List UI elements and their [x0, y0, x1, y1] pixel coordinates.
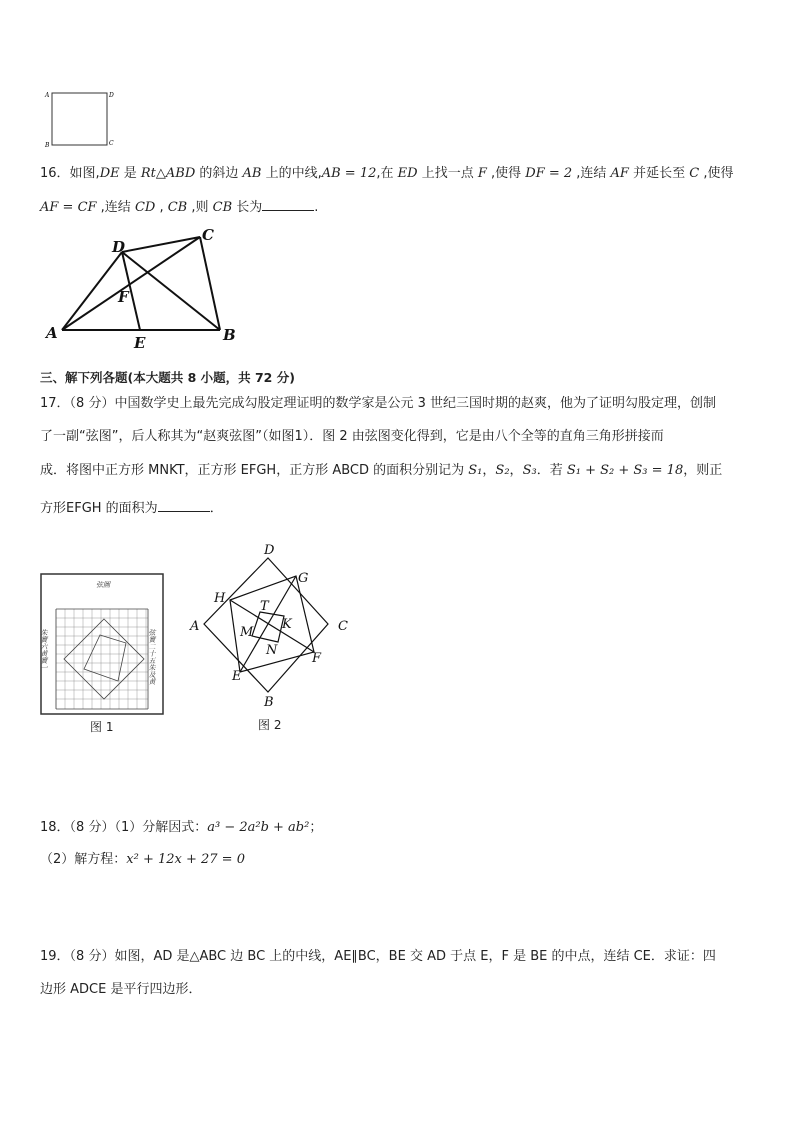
fig2-label-c: C	[338, 619, 348, 634]
fig2-label-m: M	[240, 625, 254, 640]
fig2-label-g: G	[298, 571, 309, 586]
q18-line-1: 18．（8 分）（1）分解因式：a³ − 2a²b + ab²；	[40, 820, 323, 835]
fig2-label-t: T	[260, 599, 269, 614]
fig2-label-b: B	[264, 695, 274, 710]
fig2-label-e: E	[232, 669, 242, 684]
fig2-caption: 图 2	[258, 718, 282, 732]
q17-figure-1	[40, 573, 164, 715]
q19-line-1: 19．（8 分）如图，AD 是△ABC 边 BC 上的中线，AE∥BC，BE 交 AD 于点 E，F 是 BE 的中点，连结 CE．求证：四	[40, 949, 716, 964]
square-figure	[40, 85, 130, 150]
square-label-b: B	[45, 142, 50, 149]
fig2-label-a: A	[190, 619, 200, 634]
q16-line-1: 16．如图,DE 是 Rt△ABD 的斜边 AB 上的中线,AB = 12,在 ED 上找一点 F ,使得 DF = 2 ,连结 AF 并延长至 C ,使得	[40, 166, 734, 181]
q17-line-2: 了一副“弦图”，后人称其为“赵爽弦图”（如图1）．图 2 由弦图变化得到，它是由八个全等的直角三角形拼接而	[40, 429, 664, 444]
fig2-label-h: H	[214, 591, 226, 606]
q18-line-2: （2）解方程：x² + 12x + 27 = 0	[40, 852, 245, 867]
q16-label-c: C	[202, 226, 214, 244]
q16-line-2: AF = CF ,连结 CD , CB ,则 CB 长为 .	[40, 196, 318, 218]
q16-label-f: F	[118, 288, 129, 306]
q16-figure	[40, 222, 260, 352]
q16-label-e: E	[134, 334, 146, 352]
fig2-label-k: K	[282, 617, 292, 632]
fig1-caption: 图 1	[90, 720, 114, 734]
q16-label-b: B	[223, 326, 236, 344]
section-3-heading: 三、解下列各题(本大题共 8 小题，共 72 分)	[40, 370, 295, 385]
fig1-title: 弦圖	[96, 581, 110, 589]
fig2-label-d: D	[264, 543, 275, 558]
answer-blank[interactable]	[262, 196, 314, 211]
fig1-left-text: 朱實六黄實一	[40, 629, 48, 671]
q19-line-2: 边形 ADCE 是平行四边形．	[40, 982, 202, 997]
q17-line-3: 成．将图中正方形 MNKT，正方形 EFGH，正方形 ABCD 的面积分别记为 S₁，S₂，S₃．若 S₁ + S₂ + S₃ = 18，则正	[40, 463, 723, 478]
q17-line-1: 17．（8 分）中国数学史上最先完成勾股定理证明的数学家是公元 3 世纪三国时期的赵爽，他为了证明勾股定理，创制	[40, 396, 716, 411]
fig2-label-n: N	[266, 643, 278, 658]
square-label-a: A	[45, 92, 50, 99]
square-label-c: C	[109, 140, 114, 147]
square-label-d: D	[109, 92, 114, 99]
fig2-label-f: F	[312, 651, 322, 666]
q16-label-d: D	[112, 238, 126, 256]
q17-line-4: 方形EFGH 的面积为 ．	[40, 497, 223, 519]
answer-blank[interactable]	[158, 497, 210, 512]
fig1-right-text: 弦實二十五朱及黄	[148, 629, 156, 685]
q17-figure-2	[188, 540, 354, 712]
q16-label-a: A	[46, 324, 58, 342]
